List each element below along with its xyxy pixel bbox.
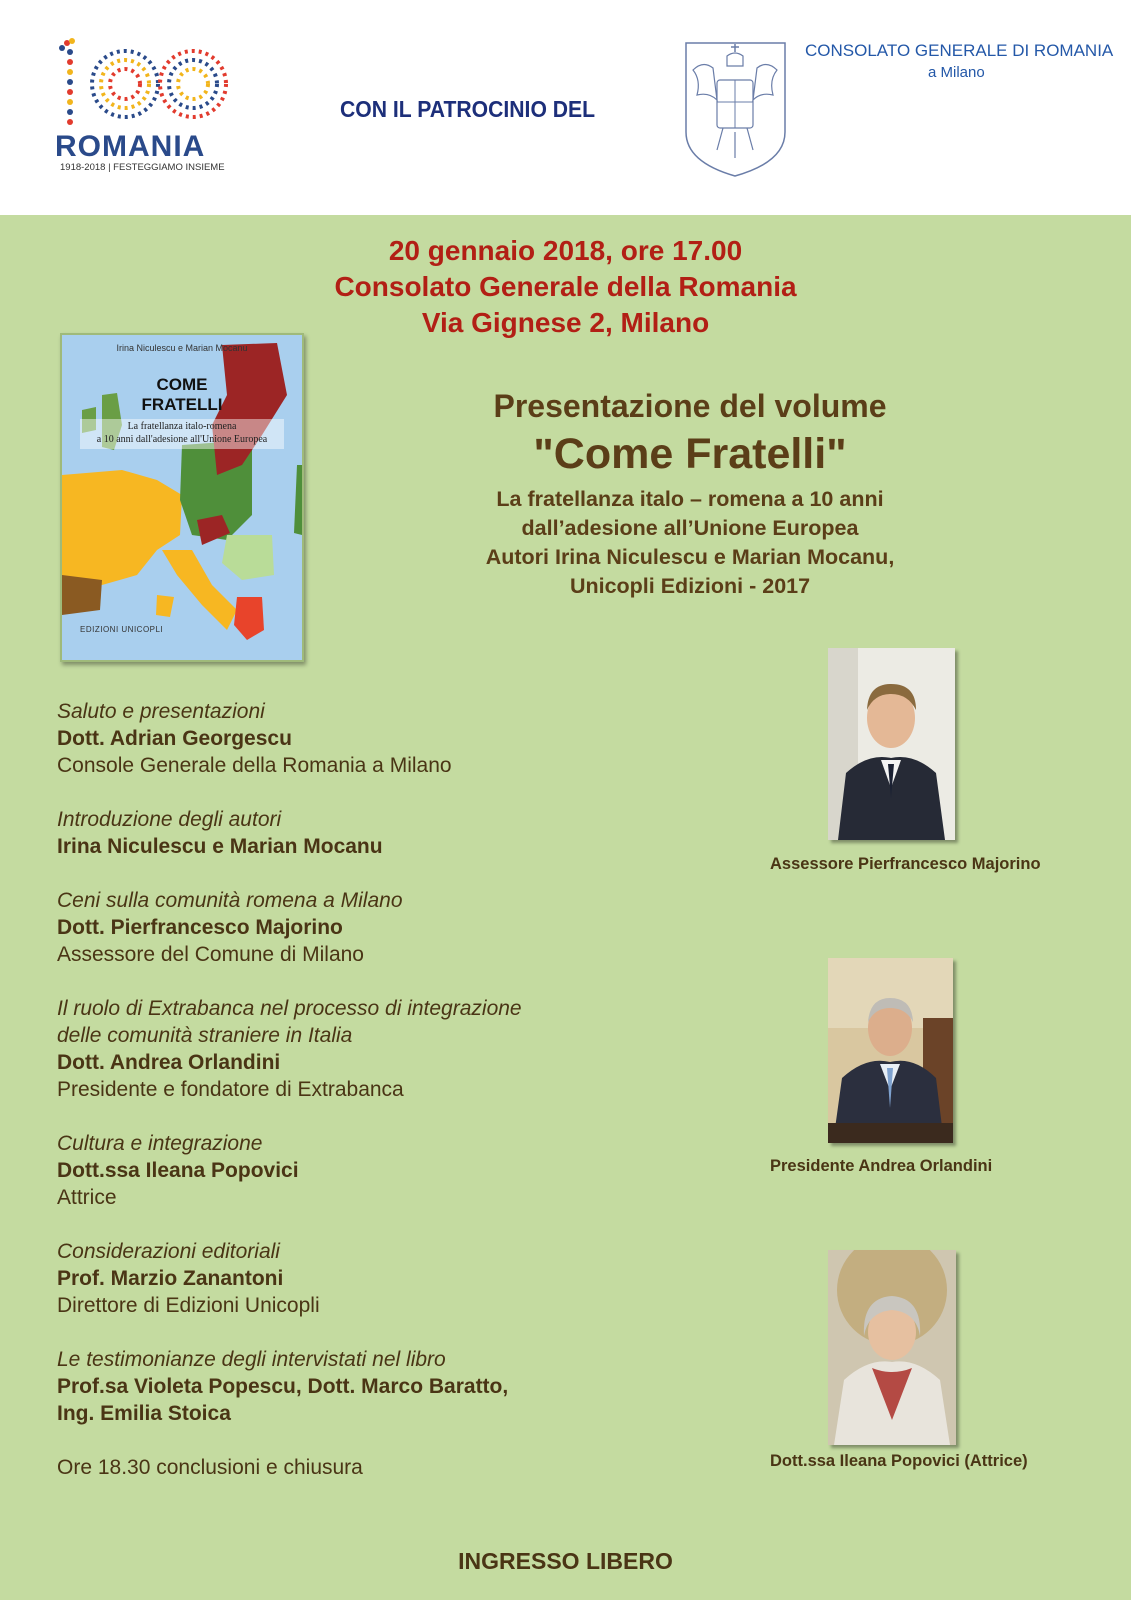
event-date: 20 gennaio 2018, ore 17.00: [388, 235, 743, 266]
program-topic: Ceni sulla comunità romena a Milano: [57, 889, 403, 912]
photo-caption: Dott.ssa Ileana Popovici (Attrice): [770, 1452, 1028, 1470]
presentation-line3: Autori Irina Niculescu e Marian Mocanu,: [485, 545, 895, 569]
book-title-line1: COME: [156, 375, 208, 394]
program-speaker-continued: Ing. Emilia Stoica: [57, 1402, 231, 1425]
book-subtitle-line2: a 10 anni dall'adesione all'Unione Europea: [96, 434, 268, 445]
program-role: Assessore del Comune di Milano: [57, 943, 364, 966]
logo-romania-text: ROMANIA: [55, 130, 206, 163]
event-address: Via Gignese 2, Milano: [421, 307, 710, 338]
consolato-city: a Milano: [928, 64, 985, 81]
program-role: Direttore di Edizioni Unicopli: [57, 1294, 320, 1317]
book-cover: [60, 333, 304, 662]
program-role: Presidente e fondatore di Extrabanca: [57, 1078, 404, 1101]
book-publisher: EDIZIONI UNICOPLI: [80, 625, 164, 634]
program-topic: Considerazioni editoriali: [57, 1240, 280, 1263]
patrocinio-text: CON IL PATROCINIO DEL: [340, 96, 596, 122]
program-speaker: Prof.sa Violeta Popescu, Dott. Marco Baratto,: [57, 1375, 509, 1398]
program-speaker: Dott. Adrian Georgescu: [57, 727, 292, 750]
program-role: Console Generale della Romania a Milano: [57, 754, 452, 777]
coat-of-arms-icon: [683, 40, 788, 178]
centenary-logo-icon: [55, 38, 230, 130]
program-speaker: Irina Niculescu e Marian Mocanu: [57, 835, 383, 858]
closing-text: Ore 18.30 conclusioni e chiusura: [57, 1456, 363, 1479]
program-topic: Saluto e presentazioni: [57, 700, 265, 723]
person-icon: [828, 1250, 956, 1445]
event-venue: Consolato Generale della Romania: [334, 271, 797, 302]
book-title-line2: FRATELLI: [141, 395, 223, 414]
presentation-line1: La fratellanza italo – romena a 10 anni: [496, 487, 884, 511]
presentation-heading: Presentazione del volume: [493, 388, 887, 424]
photo-orlandini: [828, 958, 953, 1143]
presentation-line4: Unicopli Edizioni - 2017: [569, 574, 811, 598]
presentation-line2: dall’adesione all’Unione Europea: [521, 516, 859, 540]
program-item: [57, 806, 383, 860]
photo-caption: Presidente Andrea Orlandini: [770, 1157, 993, 1175]
program-speaker: Prof. Marzio Zanantoni: [57, 1267, 284, 1290]
photo-popovici: [828, 1250, 956, 1445]
program-topic: Il ruolo di Extrabanca nel processo di integrazione: [57, 997, 522, 1020]
program-item: [57, 698, 452, 779]
ingresso-libero: INGRESSO LIBERO: [458, 1548, 673, 1574]
person-icon: [828, 958, 953, 1143]
program-item: [57, 995, 522, 1103]
program-speaker: Dott. Andrea Orlandini: [57, 1051, 281, 1074]
program-item: [57, 1346, 508, 1427]
photo-majorino: [828, 648, 955, 840]
photo-caption: Assessore Pierfrancesco Majorino: [770, 855, 1041, 873]
book-authors: Irina Niculescu e Marian Mocanu: [116, 343, 248, 353]
program-topic-continued: delle comunità straniere in Italia: [57, 1024, 353, 1047]
program-topic: Introduzione degli autori: [57, 808, 282, 831]
book-subtitle-line1: La fratellanza italo-romena: [127, 421, 237, 432]
presentation-title: "Come Fratelli": [533, 430, 847, 478]
person-icon: [828, 648, 955, 840]
program-role: Attrice: [57, 1186, 117, 1209]
program-topic: Le testimonianze degli intervistati nel libro: [57, 1348, 446, 1371]
logo-tagline: 1918-2018 | FESTEGGIAMO INSIEME: [60, 162, 225, 173]
program-item: [57, 887, 403, 968]
consolato-name: CONSOLATO GENERALE DI ROMANIA: [805, 41, 1114, 60]
program-item: [57, 1238, 320, 1319]
program-speaker: Dott.ssa Ileana Popovici: [57, 1159, 299, 1182]
program-topic: Cultura e integrazione: [57, 1132, 263, 1155]
program-speaker: Dott. Pierfrancesco Majorino: [57, 916, 343, 939]
program-item: [57, 1130, 299, 1211]
